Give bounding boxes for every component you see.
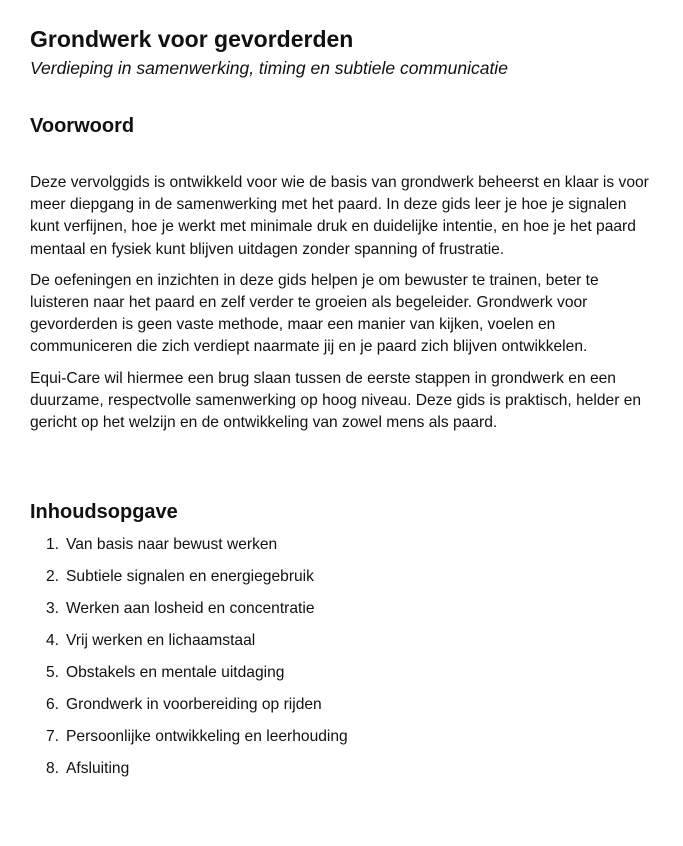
toc-item bbox=[30, 662, 655, 694]
toc-item-label: Vrij werken en lichaamstaal bbox=[66, 632, 256, 650]
toc-item bbox=[30, 598, 655, 630]
toc-item-number: 4. bbox=[45, 632, 59, 650]
toc-item-label: Persoonlijke ontwikkeling en leerhouding bbox=[66, 728, 348, 746]
toc-item-number: 7. bbox=[45, 728, 59, 746]
document-subtitle: Verdieping in samenwerking, timing en subtiele communicatie bbox=[30, 58, 508, 78]
toc-item-number: 5. bbox=[45, 664, 59, 682]
toc-item-label: Afsluiting bbox=[66, 760, 130, 778]
voorwoord-paragraph-2: De oefeningen en inzichten in deze gids helpen je om bewuster te trainen, beter te luisteren naar het paard en zelf verder te groeien als begeleider. Grondwerk voor gevorderden is geen vaste methode, maar een manier van kijken, voelen en communiceren die zich verdiept naarmate jij en je paard zich blijven ontwikkelen. bbox=[30, 271, 599, 356]
toc-item bbox=[30, 694, 655, 726]
toc-item-number: 2. bbox=[45, 568, 59, 586]
voorwoord-paragraph-1: Deze vervolggids is ontwikkeld voor wie de basis van grondwerk beheerst en klaar is voor meer diepgang in de samenwerking met het paard. In deze gids leer je hoe je signalen kunt verfijnen, hoe je werkt met minimale druk en duidelijke intentie, en hoe je het paard mentaal en fysiek kunt blijven uitdagen zonder spanning of frustratie. bbox=[30, 174, 649, 258]
toc-item-label: Werken aan losheid en concentratie bbox=[66, 600, 315, 618]
toc-item-number: 6. bbox=[45, 696, 59, 714]
voorwoord-heading: Voorwoord bbox=[30, 115, 135, 137]
voorwoord-paragraph-3: Equi-Care wil hiermee een brug slaan tussen de eerste stappen in grondwerk en een duurzame, respectvolle samenwerking op hoog niveau. Deze gids is praktisch, helder en gericht op het welzijn en de ontwikkeling van zowel mens als paard. bbox=[30, 369, 642, 432]
toc-item-label: Grondwerk in voorbereiding op rijden bbox=[66, 696, 322, 714]
toc-item-number: 8. bbox=[45, 760, 59, 778]
document-title: Grondwerk voor gevorderden bbox=[30, 26, 354, 52]
toc-item-label: Subtiele signalen en energiegebruik bbox=[66, 568, 314, 586]
toc-item bbox=[30, 630, 655, 662]
toc-item bbox=[30, 534, 655, 566]
toc-item bbox=[30, 726, 655, 758]
voorwoord-body bbox=[30, 172, 655, 434]
inhoudsopgave-heading: Inhoudsopgave bbox=[30, 501, 178, 524]
toc-item bbox=[30, 566, 655, 598]
toc-item-number: 3. bbox=[45, 600, 59, 618]
toc-item-label: Obstakels en mentale uitdaging bbox=[66, 664, 285, 682]
table-of-contents bbox=[30, 534, 655, 790]
toc-item bbox=[30, 758, 655, 790]
document-page bbox=[30, 24, 655, 790]
toc-item-label: Van basis naar bewust werken bbox=[66, 536, 278, 554]
toc-item-number: 1. bbox=[45, 536, 59, 554]
